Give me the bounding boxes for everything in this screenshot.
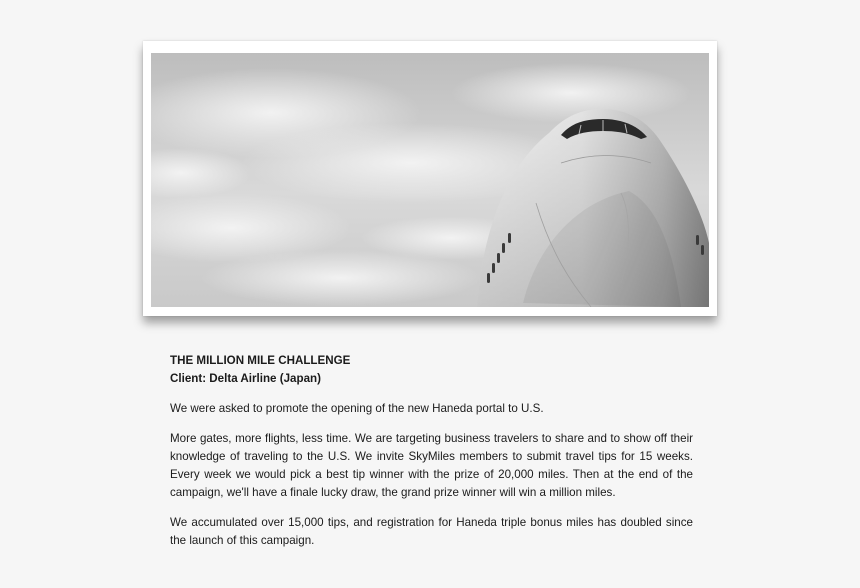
project-title: THE MILLION MILE CHALLENGE <box>170 354 351 367</box>
paragraph-intro: We were asked to promote the opening of the new Haneda portal to U.S. <box>170 402 544 415</box>
paragraph-results: We accumulated over 15,000 tips, and registration for Haneda triple bonus miles has doubled since the launch of this campaign. <box>170 516 693 547</box>
hero-photo-frame <box>143 41 717 316</box>
project-description <box>170 352 693 562</box>
paragraph-strategy: More gates, more flights, less time. We are targeting business travelers to share and to show off their knowledge of traveling to the U.S. We invite SkyMiles members to submit travel tips for 15 weeks. Every week we would pick a best tip winner with the prize of 20,000 miles. Then at the end of the campaign, we'll have a finale lucky draw, the grand prize winner will win a million miles. <box>170 432 693 499</box>
project-client: Client: Delta Airline (Japan) <box>170 372 321 385</box>
hero-photo-airplane <box>151 53 709 307</box>
